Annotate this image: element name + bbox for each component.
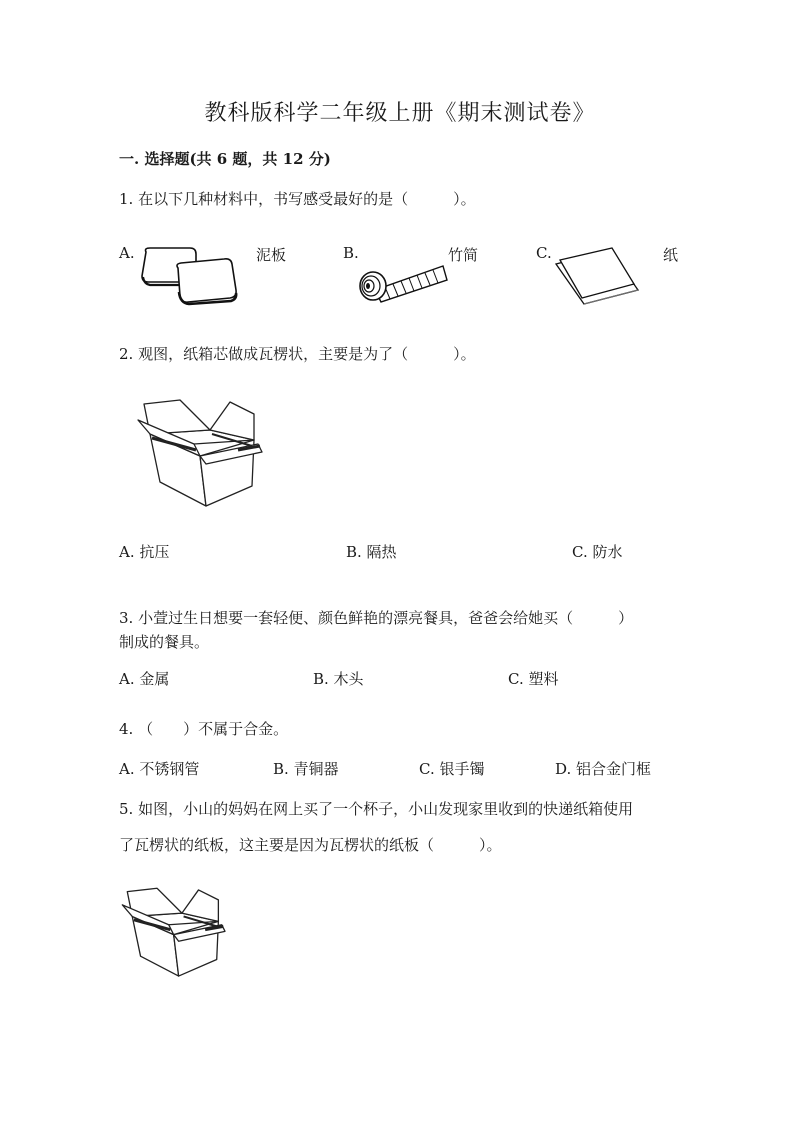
q3-option-b: B. 木头	[313, 670, 364, 688]
q1-option-a-text: 泥板	[256, 246, 287, 264]
q1-option-c-text: 纸	[663, 246, 679, 264]
q1-option-a-letter: A.	[119, 244, 135, 262]
bamboo-slips-icon	[355, 256, 449, 304]
q3-option-a: A. 金属	[119, 670, 170, 688]
open-cardboard-box-icon	[134, 400, 262, 508]
question-4-stem: 4. （ ）不属于合金。	[119, 720, 289, 738]
question-3-stem-line1: 3. 小萱过生日想要一套轻便、颜色鲜艳的漂亮餐具，爸爸会给她买（ ）	[119, 609, 634, 627]
question-5-stem-line1: 5. 如图，小山的妈妈在网上买了一个杯子，小山发现家里收到的快递纸箱使用	[119, 800, 634, 818]
q1-option-c-letter: C.	[536, 244, 552, 262]
q2-option-c: C. 防水	[572, 543, 623, 561]
clay-tablets-icon	[138, 246, 238, 306]
q1-option-b-letter: B.	[343, 244, 359, 262]
q4-option-c: C. 银手镯	[419, 760, 485, 778]
page-title: 教科版科学二年级上册《期末测试卷》	[204, 101, 596, 126]
question-2-stem: 2. 观图，纸箱芯做成瓦楞状，主要是为了（ ）。	[119, 345, 476, 363]
q1-option-b-text: 竹简	[448, 246, 479, 264]
q4-option-b: B. 青铜器	[273, 760, 339, 778]
q3-option-c: C. 塑料	[508, 670, 559, 688]
question-5-stem-line2: 了瓦楞状的纸板，这主要是因为瓦楞状的纸板（ ）。	[119, 836, 502, 854]
open-cardboard-box-icon	[119, 888, 225, 978]
paper-sheets-icon	[554, 246, 642, 308]
question-1-stem: 1. 在以下几种材料中，书写感受最好的是（ ）。	[119, 190, 476, 208]
question-3-stem-line2: 制成的餐具。	[119, 633, 210, 651]
q2-option-a: A. 抗压	[119, 543, 170, 561]
q4-option-a: A. 不锈钢管	[119, 760, 200, 778]
q4-option-d: D. 铝合金门框	[555, 760, 652, 778]
q2-option-b: B. 隔热	[346, 543, 397, 561]
section-heading: 一. 选择题(共 6 题，共 12 分)	[119, 150, 331, 168]
